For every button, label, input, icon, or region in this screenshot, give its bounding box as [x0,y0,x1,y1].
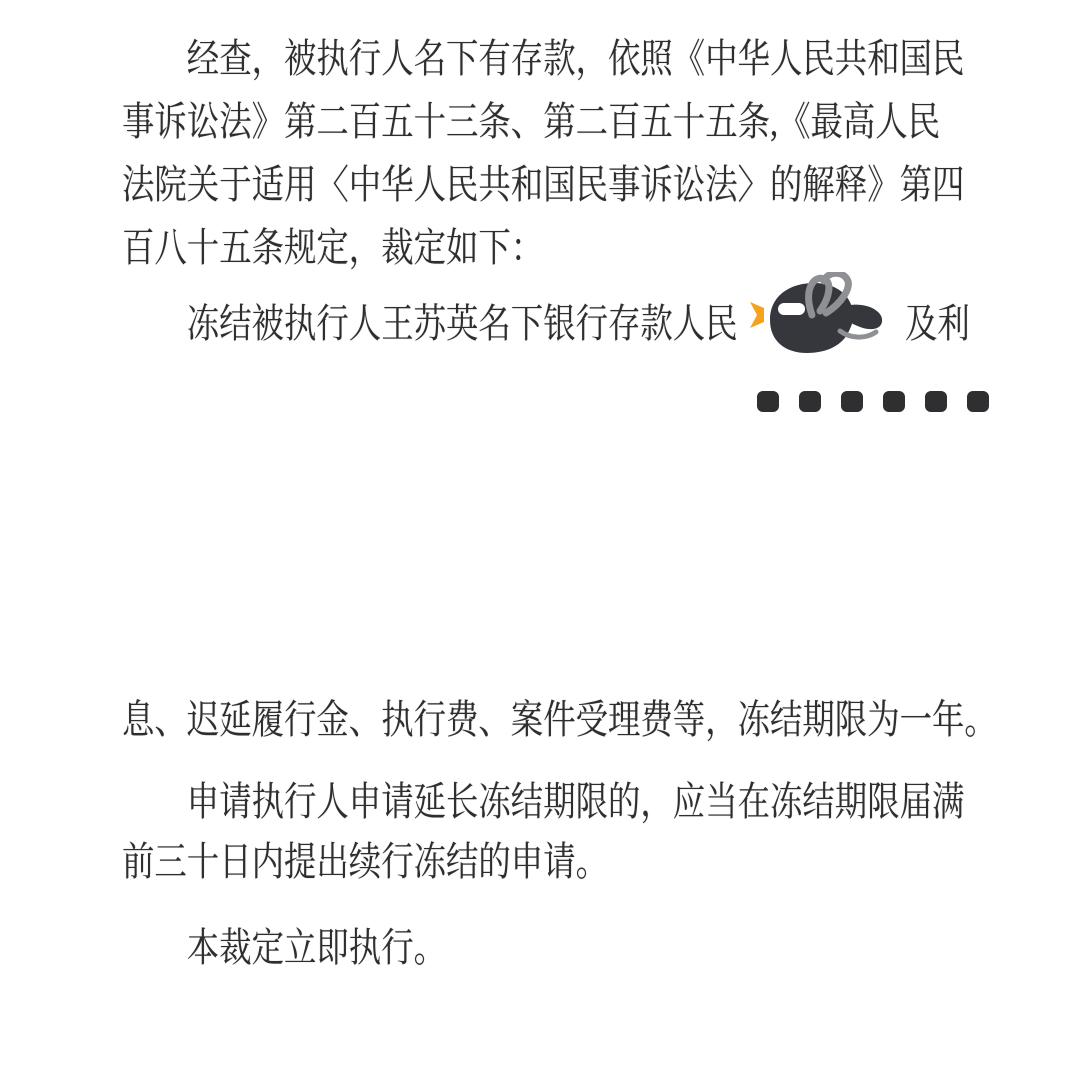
black-bird-sticker-icon [748,272,892,364]
paragraph-line: 前三十日内提出续行冻结的申请。 [122,839,608,884]
redaction-dot [799,391,821,412]
freeze-ruling-line-suffix [905,292,985,355]
paragraph-line: 申请执行人申请延长冻结期限的，应当在冻结期限届满 [122,779,965,824]
paragraph-legal-basis [122,27,1080,279]
paragraph-line: 息、迟延履行金、执行费、案件受理费等，冻结期限为一年。 [122,697,997,742]
paragraph-line: 事诉讼法》第二百五十三条、第二百五十五条,《最高人民 [122,99,941,144]
freeze-ruling-continuation [122,688,1080,751]
bird-eye [778,303,805,315]
redaction-dot [757,391,779,412]
paragraph-line: 及利 [905,301,970,346]
redaction-dot [841,391,863,412]
paragraph-extension [122,772,1080,892]
bird-tail-underline [840,331,876,337]
bird-beak [750,302,764,328]
redaction-dot [967,391,989,412]
paragraph-immediate-execution [122,916,522,979]
redaction-dots [757,391,989,412]
paragraph-line: 经查，被执行人名下有存款，依照《中华人民共和国民 [122,36,965,81]
paragraph-line: 百八十五条规定，裁定如下： [122,225,544,270]
paragraph-line: 本裁定立即执行。 [122,925,446,970]
paragraph-line: 法院关于适用〈中华人民共和国民事诉讼法〉的解释》第四 [122,162,965,207]
redaction-dot [925,391,947,412]
paragraph-line: 冻结被执行人王苏英名下银行存款人民 [122,301,738,346]
redaction-dot [883,391,905,412]
